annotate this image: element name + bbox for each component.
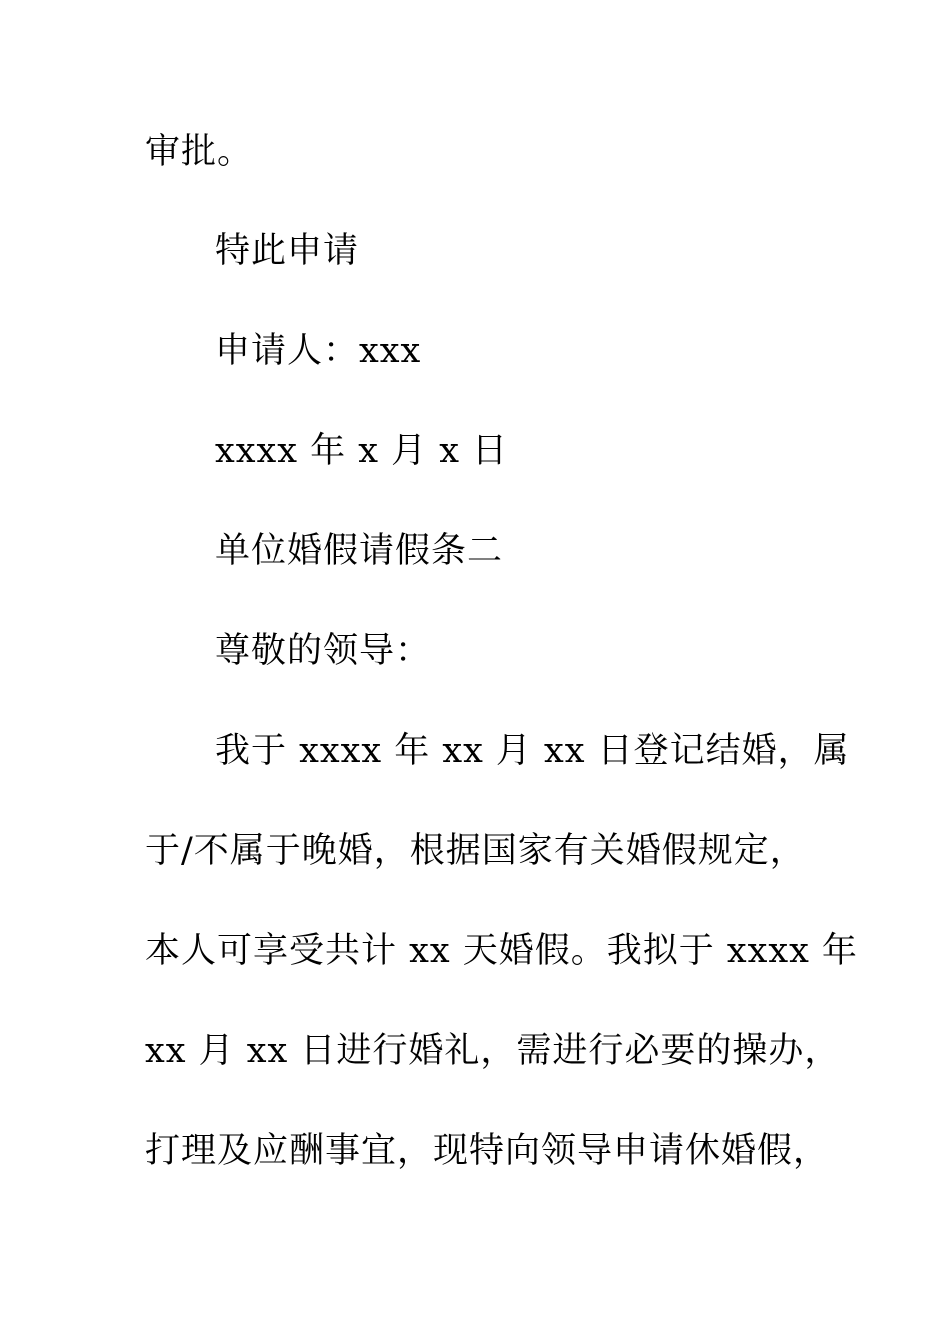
paragraph-line-approval: 审批。 xyxy=(145,132,254,172)
paragraph-line-closing: 特此申请 xyxy=(215,231,360,271)
body-line-3: 本人可享受共计 xx 天婚假。我拟于 xxxx 年 xyxy=(145,931,858,971)
body-line-1: 我于 xxxx 年 xx 月 xx 日登记结婚，属 xyxy=(215,731,850,771)
section-title: 单位婚假请假条二 xyxy=(215,531,504,571)
applicant-line: 申请人：xxx xyxy=(215,331,422,371)
body-line-5: 打理及应酬事宜，现特向领导申请休婚假， xyxy=(145,1131,830,1171)
date-line: xxxx 年 x 月 x 日 xyxy=(215,431,509,471)
salutation: 尊敬的领导： xyxy=(215,631,432,671)
body-line-2: 于/不属于晚婚，根据国家有关婚假规定， xyxy=(145,831,806,871)
body-line-4: xx 月 xx 日进行婚礼，需进行必要的操办， xyxy=(145,1031,841,1071)
